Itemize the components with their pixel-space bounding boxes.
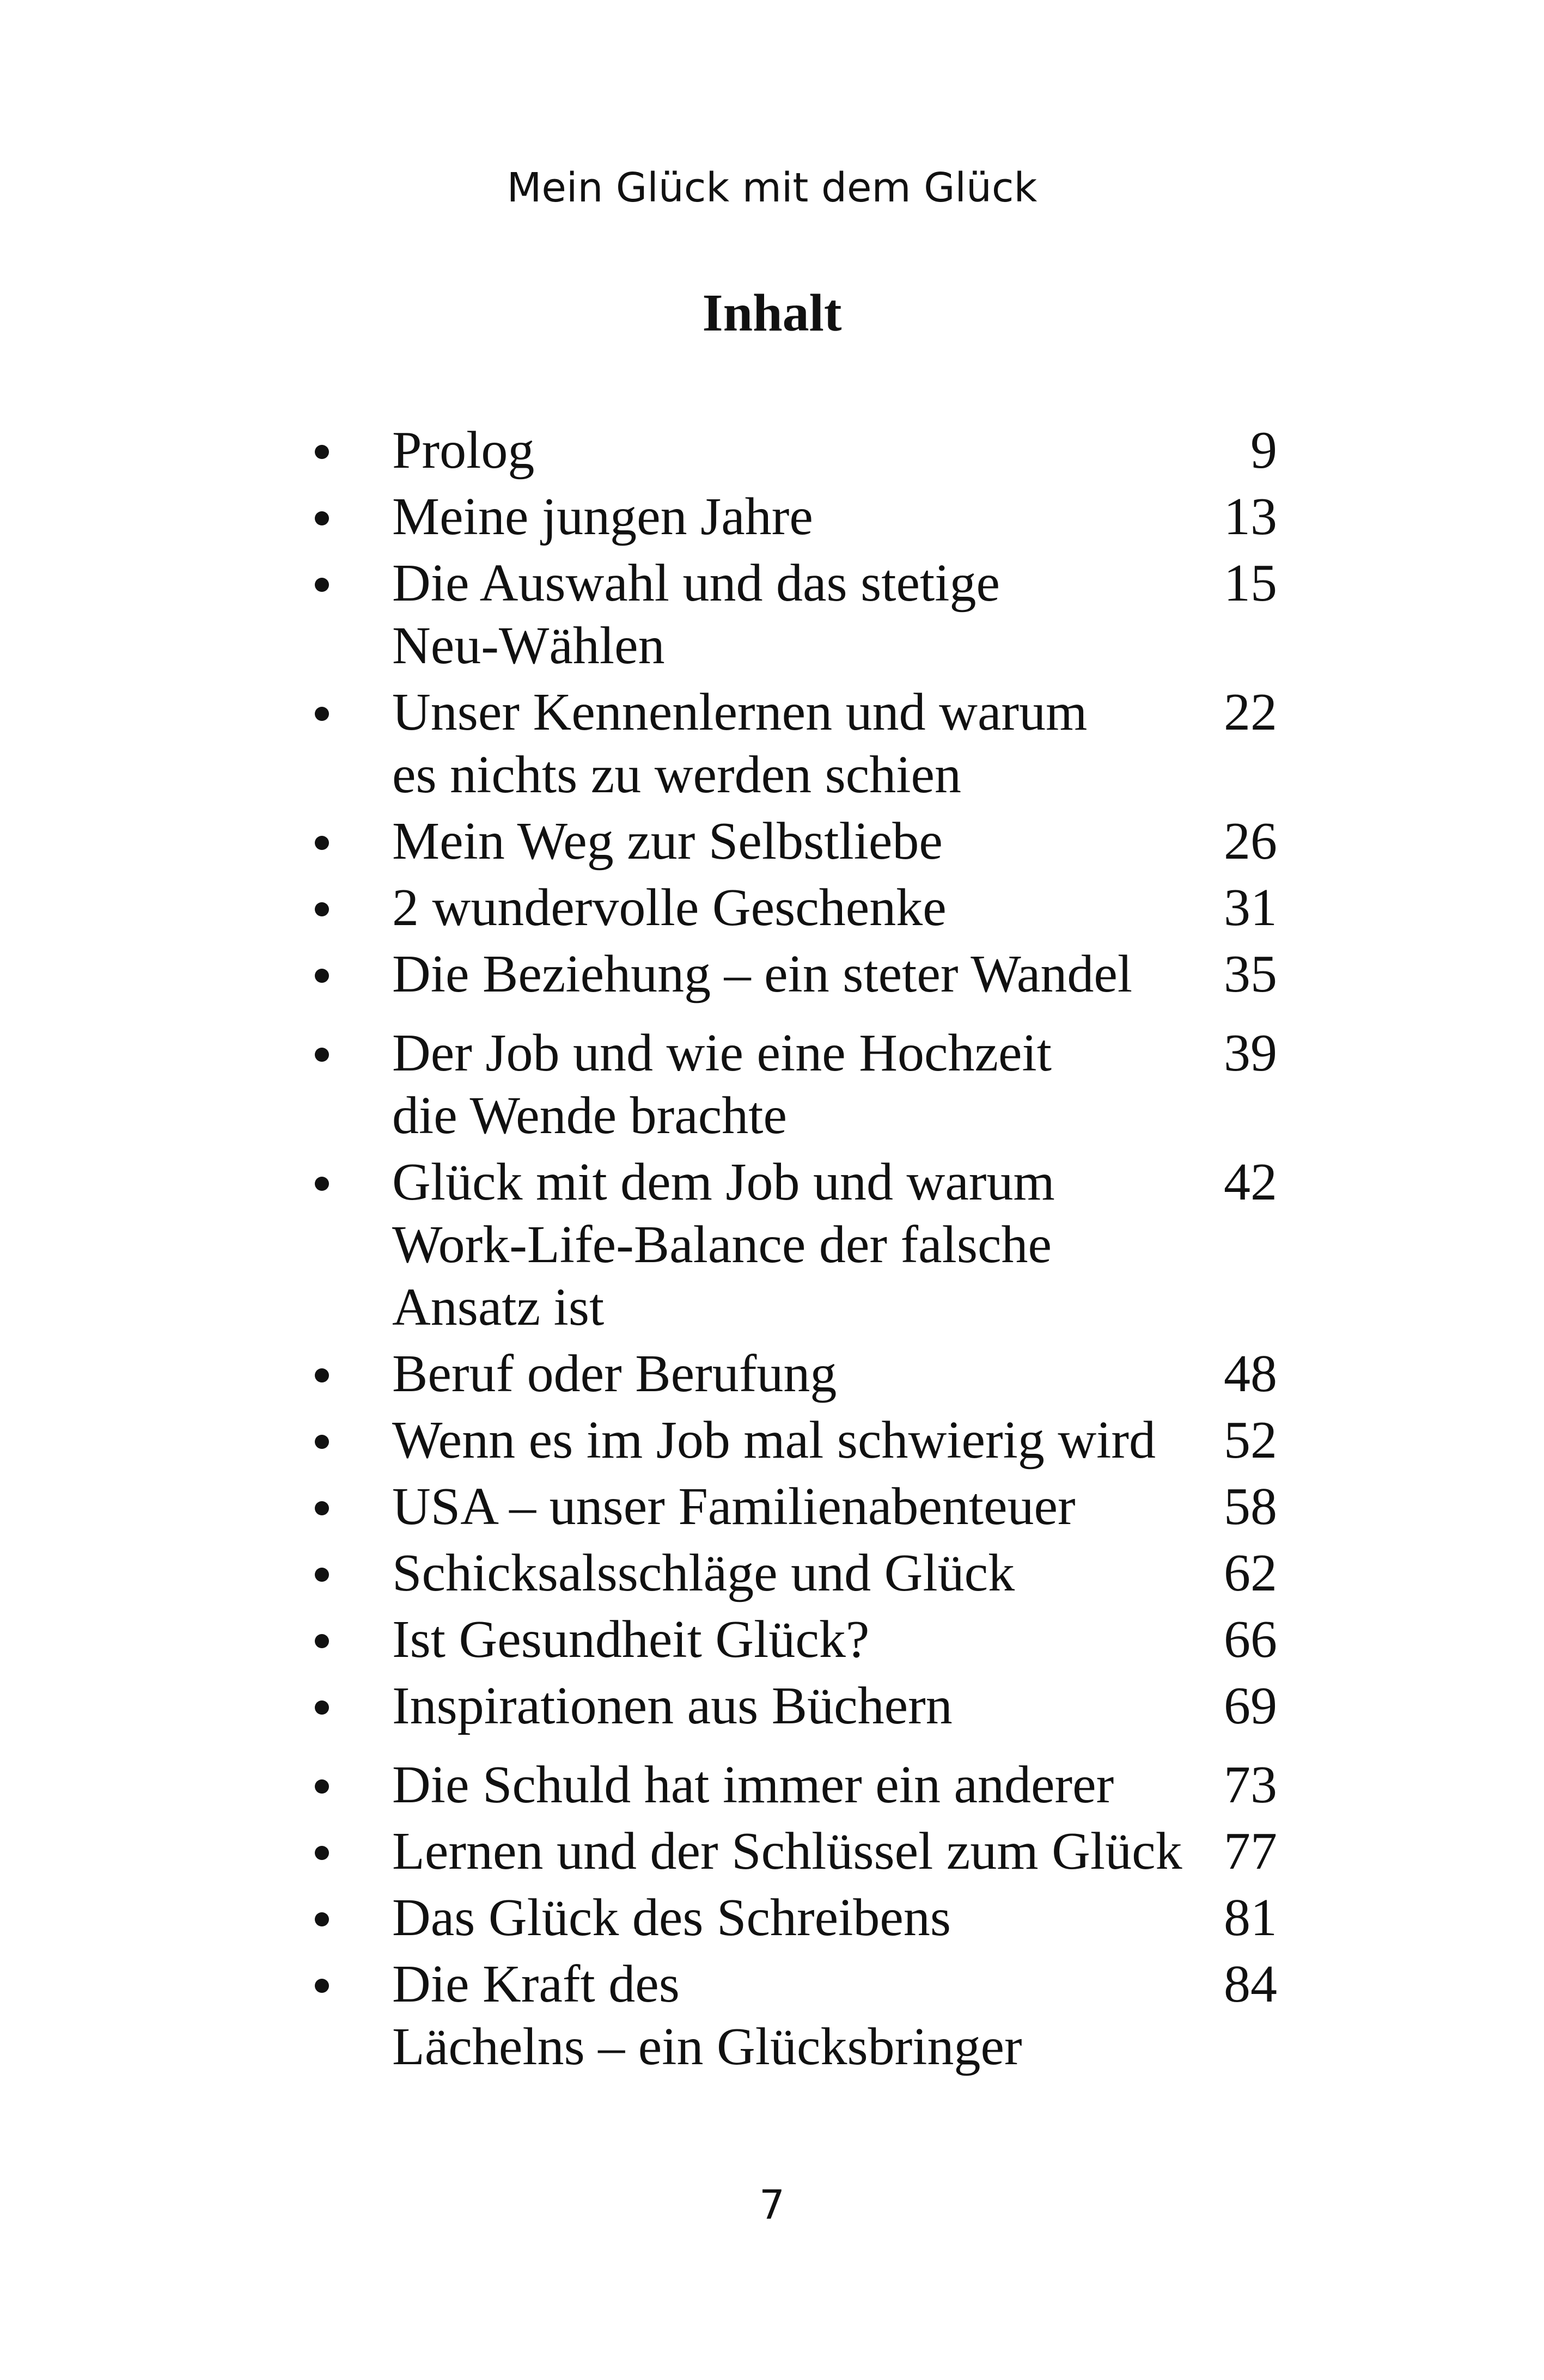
toc-entry-page-number: 69 <box>1224 1677 1277 1735</box>
toc-entry-page-number: 31 <box>1224 878 1277 937</box>
toc-entry-title <box>392 1542 1217 1605</box>
toc-entry-title <box>392 1476 1217 1538</box>
toc-entry-page-number: 81 <box>1224 1888 1277 1947</box>
bullet-icon <box>302 1343 392 1405</box>
toc-entry-title-line: 2 wundervolle Geschenke <box>392 878 947 937</box>
toc-entry-title <box>392 1151 1217 1339</box>
bullet-icon <box>302 681 392 744</box>
toc-entry-page-number: 73 <box>1224 1755 1277 1814</box>
toc-entry-title-line: Lernen und der Schlüssel zum Glück <box>392 1822 1182 1881</box>
toc-entry-title <box>392 1343 1217 1405</box>
toc-entry <box>302 1022 1277 1147</box>
toc-entry-title <box>392 1820 1217 1883</box>
toc-entry-title-line: Die Beziehung – ein steter Wandel <box>392 945 1133 1004</box>
toc-entry-title-line: Der Job und wie eine Hochzeit <box>392 1024 1052 1082</box>
toc-entry-page-number: 15 <box>1224 554 1277 613</box>
toc-entry <box>302 877 1277 939</box>
running-head: Mein Glück mit dem Glück <box>506 164 1038 211</box>
toc-entry <box>302 1675 1277 1737</box>
toc-entry-page-number: 35 <box>1224 945 1277 1004</box>
bullet-icon <box>302 1022 392 1085</box>
toc-entry <box>302 486 1277 548</box>
bullet-icon <box>302 877 392 939</box>
toc-entry-page-number: 26 <box>1224 812 1277 871</box>
toc-entry <box>302 1542 1277 1605</box>
toc-entry <box>302 943 1277 1006</box>
toc-entry-title-line: Unser Kennenlernen und warum <box>392 683 1088 742</box>
bullet-icon <box>302 943 392 1006</box>
toc-entry-title <box>392 1887 1217 1949</box>
toc-entry <box>302 1953 1277 2078</box>
toc-entry <box>302 419 1277 482</box>
toc-entry-title-line: Ansatz ist <box>392 1278 605 1337</box>
toc-entry-title-line: Die Schuld hat immer ein anderer <box>392 1755 1114 1814</box>
toc-entry <box>302 1476 1277 1538</box>
bullet-icon <box>302 1542 392 1605</box>
toc-entry-title-line: Beruf oder Berufung <box>392 1344 837 1403</box>
toc-entry-title <box>392 552 1217 677</box>
toc-entry <box>302 1820 1277 1883</box>
bullet-icon <box>302 1151 392 1214</box>
toc-entry-title-line: die Wende brachte <box>392 1086 787 1145</box>
bullet-icon <box>302 1608 392 1671</box>
toc-entry-title <box>392 1675 1217 1737</box>
toc-entry-page-number: 66 <box>1224 1610 1277 1669</box>
toc-entry-title-line: Meine jungen Jahre <box>392 487 813 546</box>
bullet-icon <box>302 419 392 482</box>
toc-entry-title-line: Die Kraft des <box>392 1955 680 2014</box>
toc-entry-page-number: 39 <box>1224 1024 1277 1082</box>
toc-entry-title <box>392 1409 1217 1472</box>
toc-entry <box>302 552 1277 677</box>
toc-entry-page-number: 9 <box>1250 421 1277 480</box>
toc-entry-title-line: Lächelns – ein Glücksbringer <box>392 2017 1022 2076</box>
page-number: 7 <box>759 2182 785 2229</box>
toc-entry-page-number: 58 <box>1224 1477 1277 1536</box>
toc-entry-page-number: 77 <box>1224 1822 1277 1881</box>
toc-entry <box>302 1409 1277 1472</box>
toc-entry-page-number: 22 <box>1224 683 1277 742</box>
toc-entry-title <box>392 1022 1217 1147</box>
toc-entry-page-number: 62 <box>1224 1544 1277 1602</box>
toc-heading: Inhalt <box>702 284 842 342</box>
toc-entry-title-line: Inspirationen aus Büchern <box>392 1677 953 1735</box>
toc-entry-title-line: Schicksalsschläge und Glück <box>392 1544 1015 1602</box>
toc-entry-title-line: Work-Life-Balance der falsche <box>392 1215 1052 1274</box>
toc-entry-page-number: 52 <box>1224 1411 1277 1470</box>
toc-entry-page-number: 48 <box>1224 1344 1277 1403</box>
toc-entry-title <box>392 1953 1217 2078</box>
toc-entry <box>302 1151 1277 1339</box>
bullet-icon <box>302 1476 392 1538</box>
bullet-icon <box>302 1754 392 1816</box>
bullet-icon <box>302 1409 392 1472</box>
toc-entry <box>302 810 1277 873</box>
toc-entry-title-line: Ist Gesundheit Glück? <box>392 1610 870 1669</box>
toc-entry <box>302 1608 1277 1671</box>
toc-entry-title-line: Prolog <box>392 421 535 480</box>
toc-entry <box>302 681 1277 806</box>
toc-entry-page-number: 42 <box>1224 1153 1277 1212</box>
toc-entry-title <box>392 486 1217 548</box>
toc-entry <box>302 1887 1277 1949</box>
bullet-icon <box>302 1675 392 1737</box>
toc-entry-title <box>392 1754 1217 1816</box>
toc-entry-title-line: Das Glück des Schreibens <box>392 1888 951 1947</box>
bullet-icon <box>302 1820 392 1883</box>
table-of-contents <box>302 419 1277 2082</box>
toc-entry-title <box>392 1608 1217 1671</box>
toc-entry-title-line: Glück mit dem Job und warum <box>392 1153 1055 1212</box>
bullet-icon <box>302 552 392 615</box>
toc-entry-title <box>392 877 1217 939</box>
toc-entry-title-line: Wenn es im Job mal schwierig wird <box>392 1411 1156 1470</box>
toc-entry-page-number: 13 <box>1224 487 1277 546</box>
toc-entry-title-line: Die Auswahl und das stetige <box>392 554 1000 613</box>
bullet-icon <box>302 486 392 548</box>
toc-entry-title-line: USA – unser Familienabenteuer <box>392 1477 1076 1536</box>
toc-entry-title-line: Mein Weg zur Selbstliebe <box>392 812 943 871</box>
toc-entry-title-line: Neu-Wählen <box>392 616 665 675</box>
toc-entry-title-line: es nichts zu werden schien <box>392 745 961 804</box>
bullet-icon <box>302 1887 392 1949</box>
bullet-icon <box>302 810 392 873</box>
toc-entry-title <box>392 943 1217 1006</box>
toc-entry <box>302 1343 1277 1405</box>
toc-entry-title <box>392 810 1217 873</box>
toc-entry-title <box>392 419 1217 482</box>
toc-entry-page-number: 84 <box>1224 1955 1277 2014</box>
toc-entry <box>302 1754 1277 1816</box>
toc-entry-title <box>392 681 1217 806</box>
bullet-icon <box>302 1953 392 2016</box>
